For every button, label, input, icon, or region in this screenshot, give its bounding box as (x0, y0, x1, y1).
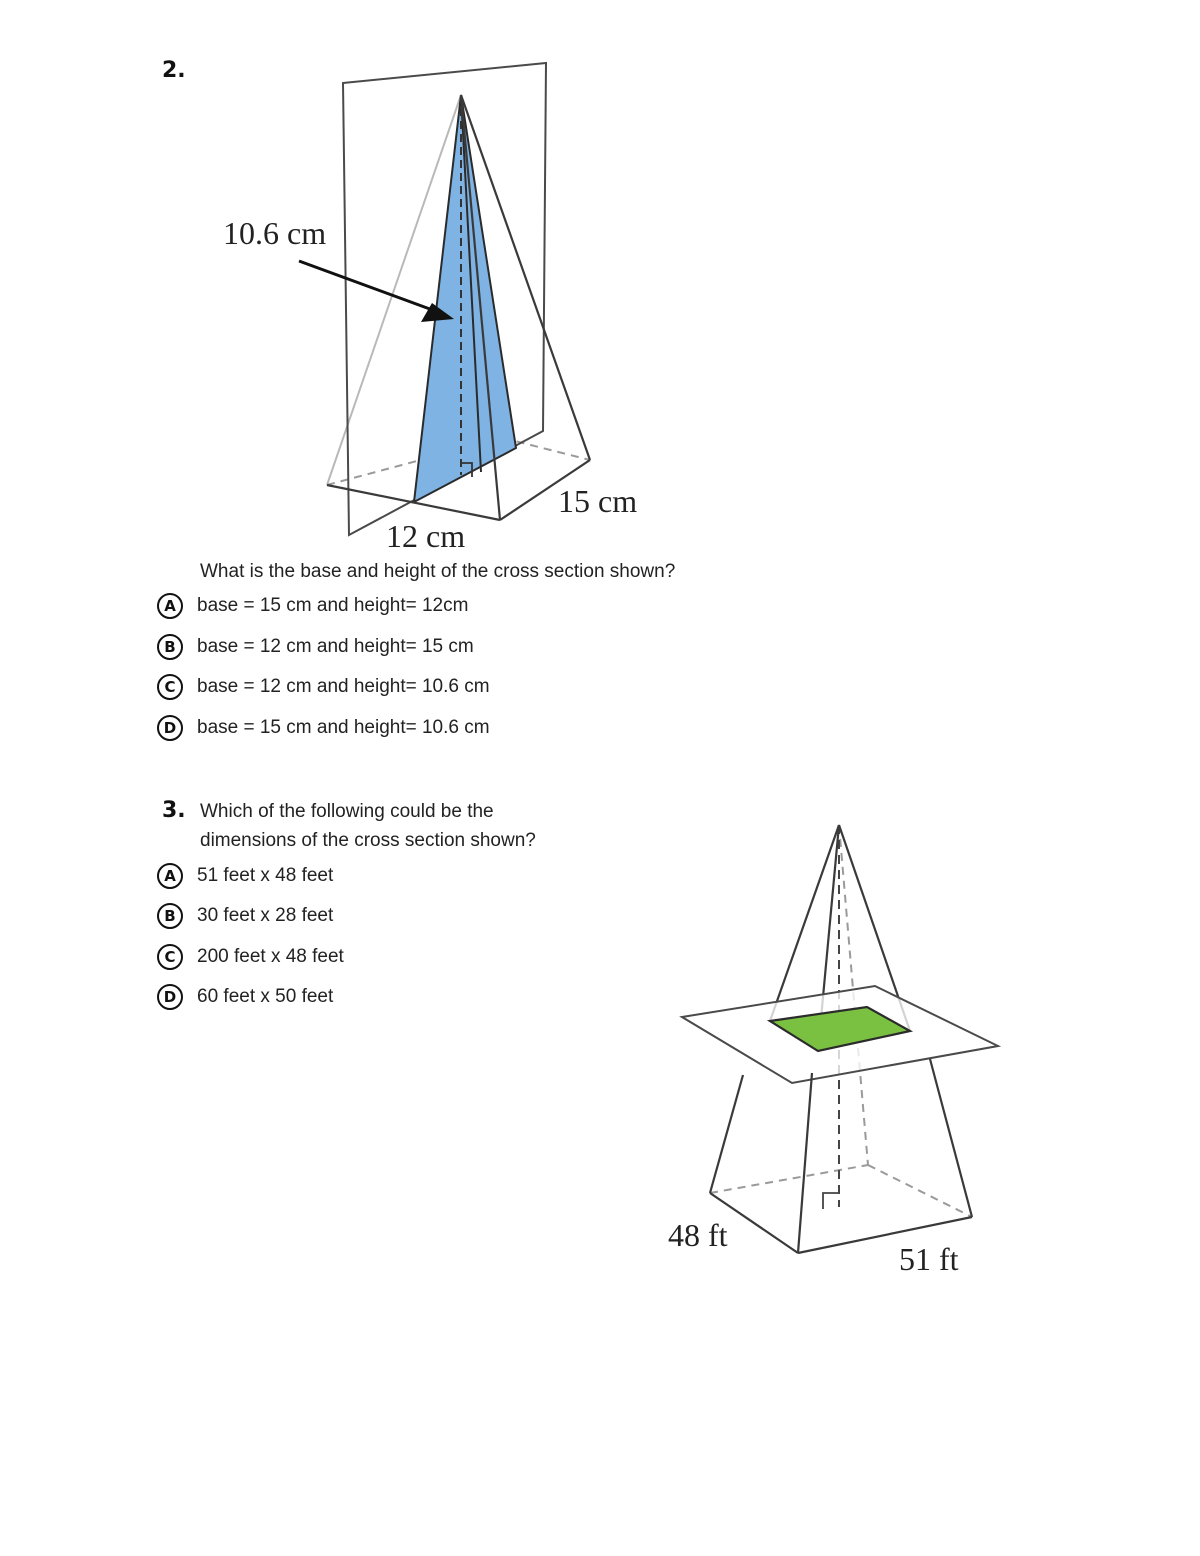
slant-length-label: 10.6 cm (223, 215, 327, 251)
question-2-prompt: What is the base and height of the cross section shown? (200, 561, 676, 582)
q3-choice-b-text: 30 feet x 28 feet (197, 905, 334, 926)
q2-choice-a[interactable] (157, 593, 468, 619)
slant-arrow-shaft (299, 261, 438, 312)
q2-choice-c-text: base = 12 cm and height= 10.6 cm (197, 676, 490, 697)
q2-choice-b-text: base = 12 cm and height= 15 cm (197, 636, 474, 657)
right-edge-label: 51 ft (899, 1241, 959, 1277)
pyramid-horizontal-cross-section-figure (660, 815, 1020, 1285)
q3-choice-b-bubble[interactable]: B (157, 903, 183, 929)
q3-choice-d[interactable] (157, 984, 333, 1010)
question-3-prompt-line-2: dimensions of the cross section shown? (200, 830, 536, 851)
q3-choice-a-text: 51 feet x 48 feet (197, 865, 334, 886)
q3-choice-a-bubble[interactable]: A (157, 863, 183, 889)
q2-choice-a-bubble[interactable]: A (157, 593, 183, 619)
q3-choice-d-text: 60 feet x 50 feet (197, 986, 334, 1007)
q3-choice-d-bubble[interactable]: D (157, 984, 183, 1010)
right-angle-mark (823, 1193, 839, 1209)
q2-choice-c[interactable] (157, 674, 490, 700)
q2-choice-b-bubble[interactable]: B (157, 634, 183, 660)
lower-edges (710, 1059, 972, 1253)
q3-choice-a[interactable] (157, 863, 333, 889)
left-edge-label: 48 ft (668, 1217, 728, 1253)
q2-choice-d-text: base = 15 cm and height= 10.6 cm (197, 717, 490, 738)
q3-choice-c-text: 200 feet x 48 feet (197, 946, 344, 967)
front-edge-label: 12 cm (386, 518, 466, 554)
q2-choice-b[interactable] (157, 634, 474, 660)
side-edge-label: 15 cm (558, 483, 638, 519)
q2-choice-a-text: base = 15 cm and height= 12cm (197, 595, 469, 616)
question-2-number: 2. (162, 58, 186, 83)
q3-choice-c-bubble[interactable]: C (157, 944, 183, 970)
q2-choice-d-bubble[interactable]: D (157, 715, 183, 741)
q2-choice-d[interactable] (157, 715, 490, 741)
q3-choice-c[interactable] (157, 944, 344, 970)
question-3-prompt-line-1: Which of the following could be the (200, 801, 494, 822)
question-3-number: 3. (162, 798, 186, 823)
q3-choice-b[interactable] (157, 903, 333, 929)
pyramid-vertical-cross-section-figure (200, 55, 680, 555)
q2-choice-c-bubble[interactable]: C (157, 674, 183, 700)
